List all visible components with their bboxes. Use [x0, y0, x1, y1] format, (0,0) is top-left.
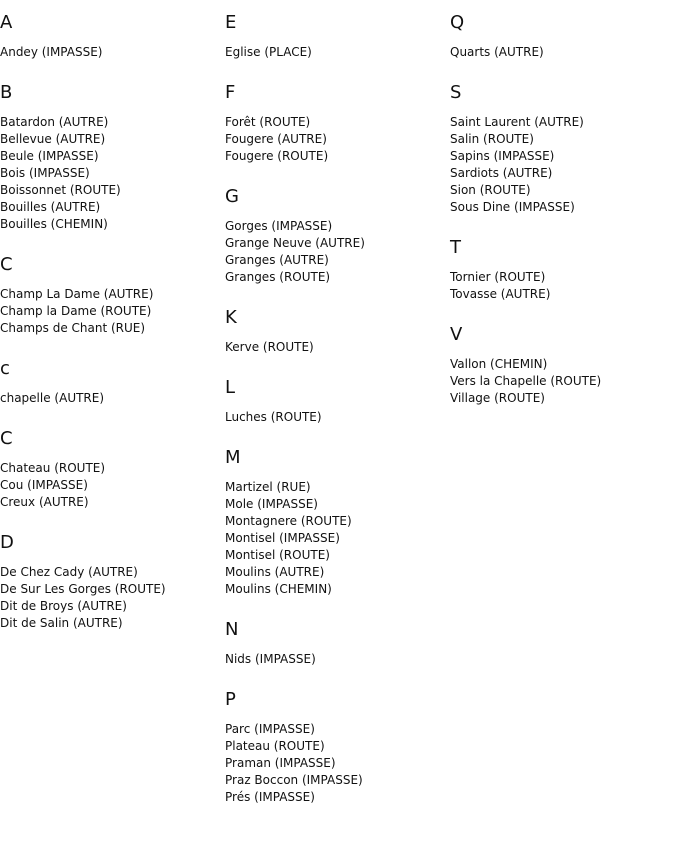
index-column-2	[225, 11, 450, 826]
street-list	[0, 460, 225, 511]
street-entry[interactable]: Prés (IMPASSE)	[225, 790, 315, 804]
index-column-1	[0, 11, 225, 652]
street-entry[interactable]: Eglise (PLACE)	[225, 45, 312, 59]
street-list	[225, 44, 450, 61]
street-entry[interactable]: Cou (IMPASSE)	[0, 478, 88, 492]
group-letter-heading: L	[225, 377, 236, 398]
street-list	[0, 564, 225, 632]
street-entry[interactable]: Montisel (IMPASSE)	[225, 531, 340, 545]
street-entry[interactable]: Moulins (AUTRE)	[225, 565, 325, 579]
letter-group	[225, 446, 450, 598]
street-list	[225, 721, 450, 806]
street-entry[interactable]: Vallon (CHEMIN)	[450, 357, 548, 371]
letter-group	[450, 236, 675, 303]
street-list	[0, 114, 225, 233]
letter-group	[450, 11, 675, 61]
street-entry[interactable]: Forêt (ROUTE)	[225, 115, 311, 129]
street-list	[225, 218, 450, 286]
street-entry[interactable]: Praman (IMPASSE)	[225, 756, 336, 770]
street-entry[interactable]: Vers la Chapelle (ROUTE)	[450, 374, 602, 388]
group-letter-heading: C	[0, 254, 13, 275]
street-entry[interactable]: Granges (ROUTE)	[225, 270, 331, 284]
street-entry[interactable]: Bouilles (CHEMIN)	[0, 217, 108, 231]
street-entry[interactable]: Grange Neuve (AUTRE)	[225, 236, 365, 250]
group-letter-heading: G	[225, 186, 239, 207]
street-list	[225, 339, 450, 356]
street-entry[interactable]: Tovasse (AUTRE)	[450, 287, 551, 301]
street-list	[450, 269, 675, 303]
letter-group	[225, 688, 450, 806]
street-list	[225, 479, 450, 598]
street-entry[interactable]: Salin (ROUTE)	[450, 132, 534, 146]
group-letter-heading: A	[0, 12, 13, 33]
street-entry[interactable]: Fougere (AUTRE)	[225, 132, 327, 146]
letter-group	[225, 11, 450, 61]
street-entry[interactable]: Sardiots (AUTRE)	[450, 166, 553, 180]
street-entry[interactable]: Sion (ROUTE)	[450, 183, 531, 197]
group-letter-heading: F	[225, 82, 236, 103]
group-letter-heading: D	[0, 532, 14, 553]
letter-group	[225, 376, 450, 426]
street-entry[interactable]: Saint Laurent (AUTRE)	[450, 115, 584, 129]
street-entry[interactable]: Champs de Chant (RUE)	[0, 321, 146, 335]
street-entry[interactable]: Sous Dine (IMPASSE)	[450, 200, 575, 214]
street-entry[interactable]: Creux (AUTRE)	[0, 495, 89, 509]
letter-group	[0, 253, 225, 337]
group-letter-heading: B	[0, 82, 13, 103]
street-list	[0, 390, 225, 407]
street-entry[interactable]: Gorges (IMPASSE)	[225, 219, 333, 233]
street-entry[interactable]: Beule (IMPASSE)	[0, 149, 99, 163]
street-entry[interactable]: chapelle (AUTRE)	[0, 391, 105, 405]
street-entry[interactable]: De Chez Cady (AUTRE)	[0, 565, 138, 579]
street-entry[interactable]: Tornier (ROUTE)	[450, 270, 546, 284]
street-entry[interactable]: De Sur Les Gorges (ROUTE)	[0, 582, 166, 596]
letter-group	[450, 81, 675, 216]
street-entry[interactable]: Montisel (ROUTE)	[225, 548, 330, 562]
street-entry[interactable]: Fougere (ROUTE)	[225, 149, 329, 163]
street-entry[interactable]: Kerve (ROUTE)	[225, 340, 314, 354]
street-entry[interactable]: Parc (IMPASSE)	[225, 722, 315, 736]
street-entry[interactable]: Nids (IMPASSE)	[225, 652, 316, 666]
street-entry[interactable]: Dit de Salin (AUTRE)	[0, 616, 123, 630]
letter-group	[225, 81, 450, 165]
letter-group	[0, 81, 225, 233]
group-letter-heading: Q	[450, 12, 465, 33]
street-entry[interactable]: Batardon (AUTRE)	[0, 115, 109, 129]
street-entry[interactable]: Luches (ROUTE)	[225, 410, 322, 424]
letter-group	[0, 11, 225, 61]
street-entry[interactable]: Bois (IMPASSE)	[0, 166, 90, 180]
group-letter-heading: T	[450, 237, 461, 258]
street-list	[225, 651, 450, 668]
street-entry[interactable]: Bellevue (AUTRE)	[0, 132, 106, 146]
letter-group	[0, 427, 225, 511]
group-letter-heading: N	[225, 619, 239, 640]
group-letter-heading: K	[225, 307, 237, 328]
street-entry[interactable]: Sapins (IMPASSE)	[450, 149, 555, 163]
street-entry[interactable]: Moulins (CHEMIN)	[225, 582, 332, 596]
street-entry[interactable]: Champ La Dame (AUTRE)	[0, 287, 154, 301]
letter-group	[0, 531, 225, 632]
street-list	[0, 44, 225, 61]
street-entry[interactable]: Chateau (ROUTE)	[0, 461, 106, 475]
letter-group	[225, 306, 450, 356]
group-letter-heading: P	[225, 689, 236, 710]
letter-group	[225, 618, 450, 668]
street-entry[interactable]: Mole (IMPASSE)	[225, 497, 318, 511]
street-list	[450, 356, 675, 407]
street-entry[interactable]: Praz Boccon (IMPASSE)	[225, 773, 363, 787]
street-list	[225, 409, 450, 426]
street-entry[interactable]: Village (ROUTE)	[450, 391, 545, 405]
street-entry[interactable]: Bouilles (AUTRE)	[0, 200, 101, 214]
street-entry[interactable]: Quarts (AUTRE)	[450, 45, 544, 59]
group-letter-heading: c	[0, 358, 10, 379]
letter-group	[0, 357, 225, 407]
letter-group	[225, 185, 450, 286]
street-list	[450, 114, 675, 216]
street-list	[225, 114, 450, 165]
group-letter-heading: C	[0, 428, 13, 449]
street-entry[interactable]: Dit de Broys (AUTRE)	[0, 599, 127, 613]
street-entry[interactable]: Champ la Dame (ROUTE)	[0, 304, 152, 318]
group-letter-heading: V	[450, 324, 463, 345]
group-letter-heading: M	[225, 447, 241, 468]
index-column-3	[450, 11, 675, 427]
street-list	[450, 44, 675, 61]
street-entry[interactable]: Andey (IMPASSE)	[0, 45, 103, 59]
letter-group	[450, 323, 675, 407]
street-entry[interactable]: Boissonnet (ROUTE)	[0, 183, 121, 197]
street-entry[interactable]: Montagnere (ROUTE)	[225, 514, 352, 528]
street-entry[interactable]: Granges (AUTRE)	[225, 253, 329, 267]
street-entry[interactable]: Martizel (RUE)	[225, 480, 311, 494]
group-letter-heading: S	[450, 82, 462, 103]
street-entry[interactable]: Plateau (ROUTE)	[225, 739, 325, 753]
street-list	[0, 286, 225, 337]
group-letter-heading: E	[225, 12, 237, 33]
